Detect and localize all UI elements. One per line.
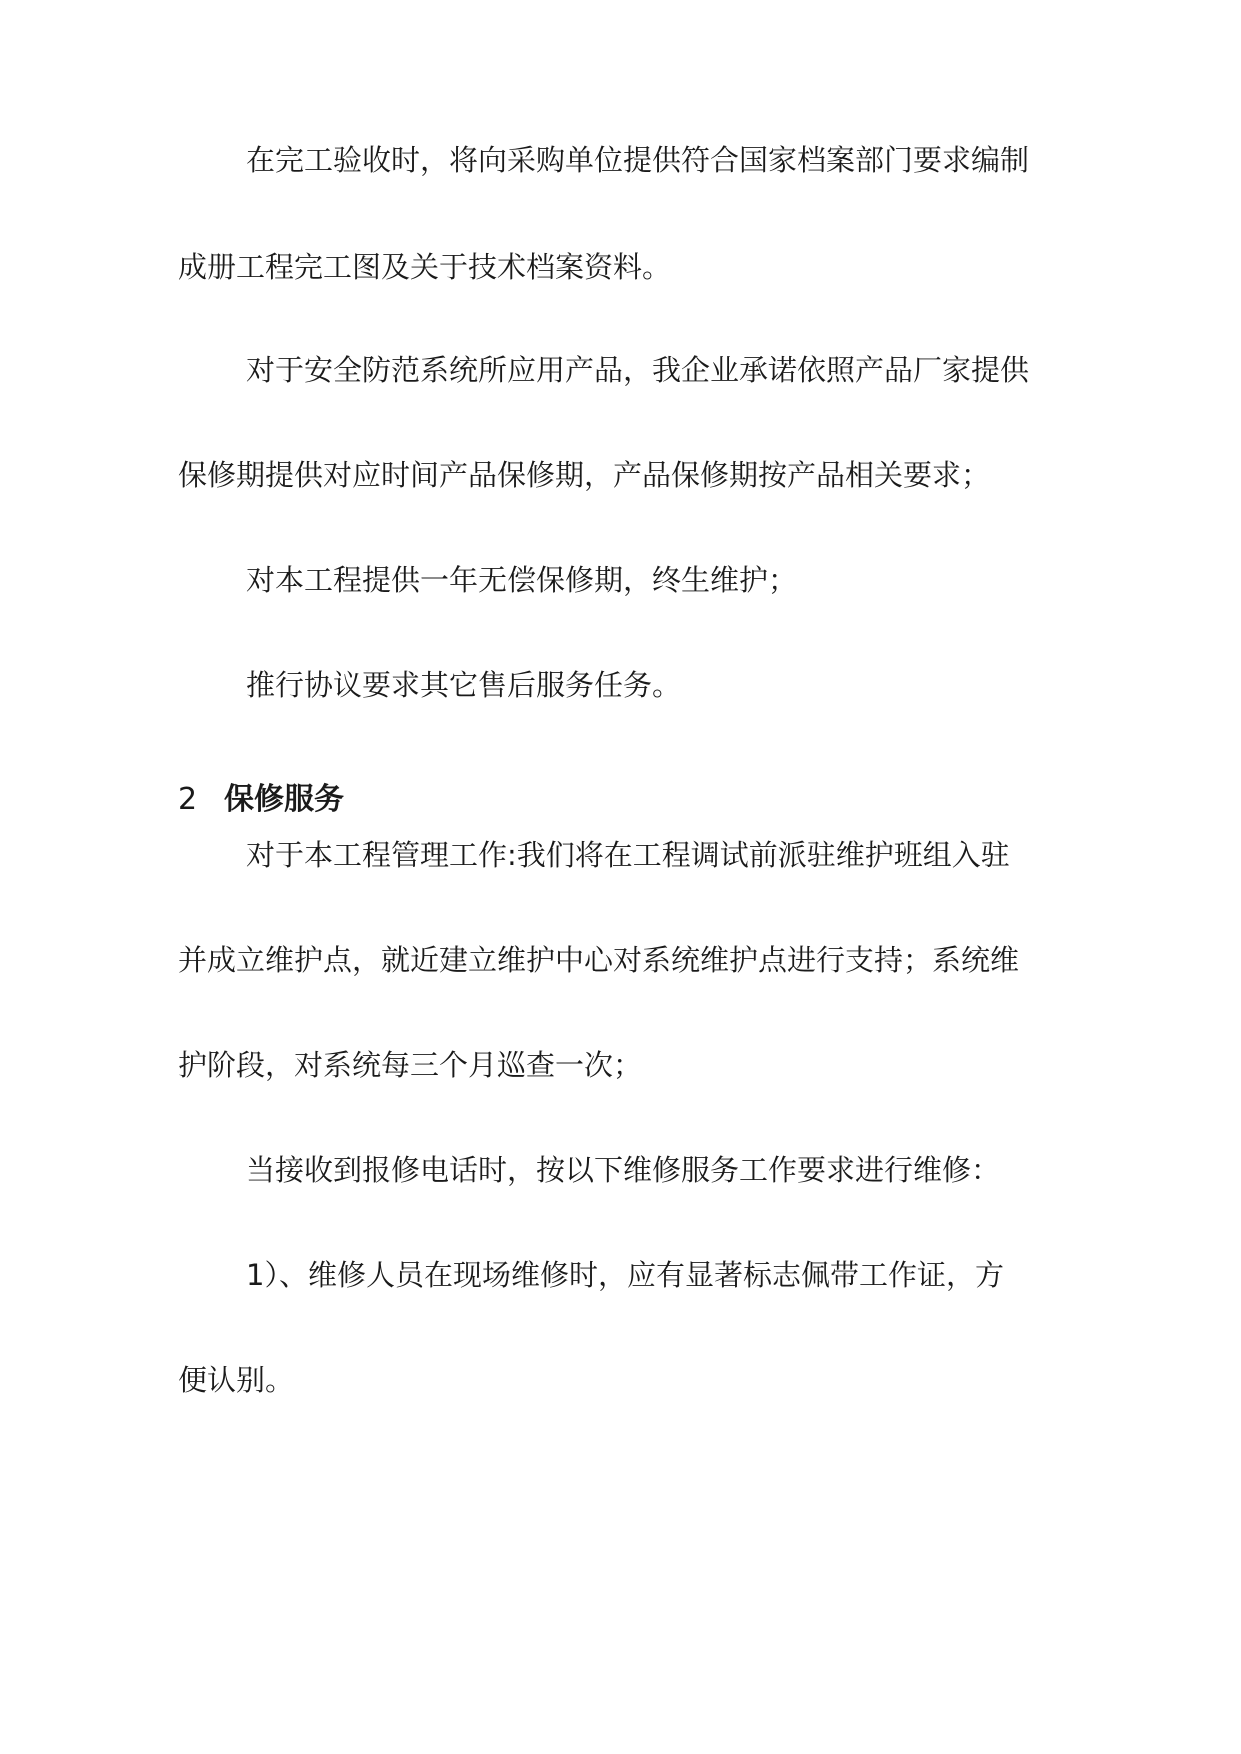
- paragraph-4-line-1: 推行协议要求其它售后服务任务。: [246, 668, 682, 702]
- section-paragraph-3-line-2: 便认别。: [178, 1363, 295, 1397]
- section-heading: [178, 780, 344, 820]
- section-paragraph-1-line-3: 护阶段，对系统每三个月巡查一次；: [178, 1048, 643, 1082]
- section-paragraph-3-line-1: 1）、维修人员在现场维修时，应有显著标志佩带工作证，方: [246, 1258, 1004, 1292]
- section-paragraph-1-line-2: 并成立维护点，就近建立维护中心对系统维护点进行支持；系统维: [178, 943, 1020, 977]
- section-paragraph-1-line-1: 对于本工程管理工作:我们将在工程调试前派驻维护班组入驻: [246, 838, 1010, 872]
- section-paragraph-2-line-1: 当接收到报修电话时，按以下维修服务工作要求进行维修：: [246, 1153, 1001, 1187]
- paragraph-3-line-1: 对本工程提供一年无偿保修期，终生维护；: [246, 563, 798, 597]
- paragraph-1-line-2: 成册工程完工图及关于技术档案资料。: [178, 250, 672, 284]
- paragraph-1-line-1: 在完工验收时，将向采购单位提供符合国家档案部门要求编制: [246, 143, 1030, 177]
- section-title: 保修服务: [224, 782, 344, 817]
- paragraph-2-line-1: 对于安全防范系统所应用产品，我企业承诺依照产品厂家提供: [246, 353, 1030, 387]
- paragraph-2-line-2: 保修期提供对应时间产品保修期，产品保修期按产品相关要求；: [178, 458, 991, 492]
- section-number: 2: [178, 782, 198, 817]
